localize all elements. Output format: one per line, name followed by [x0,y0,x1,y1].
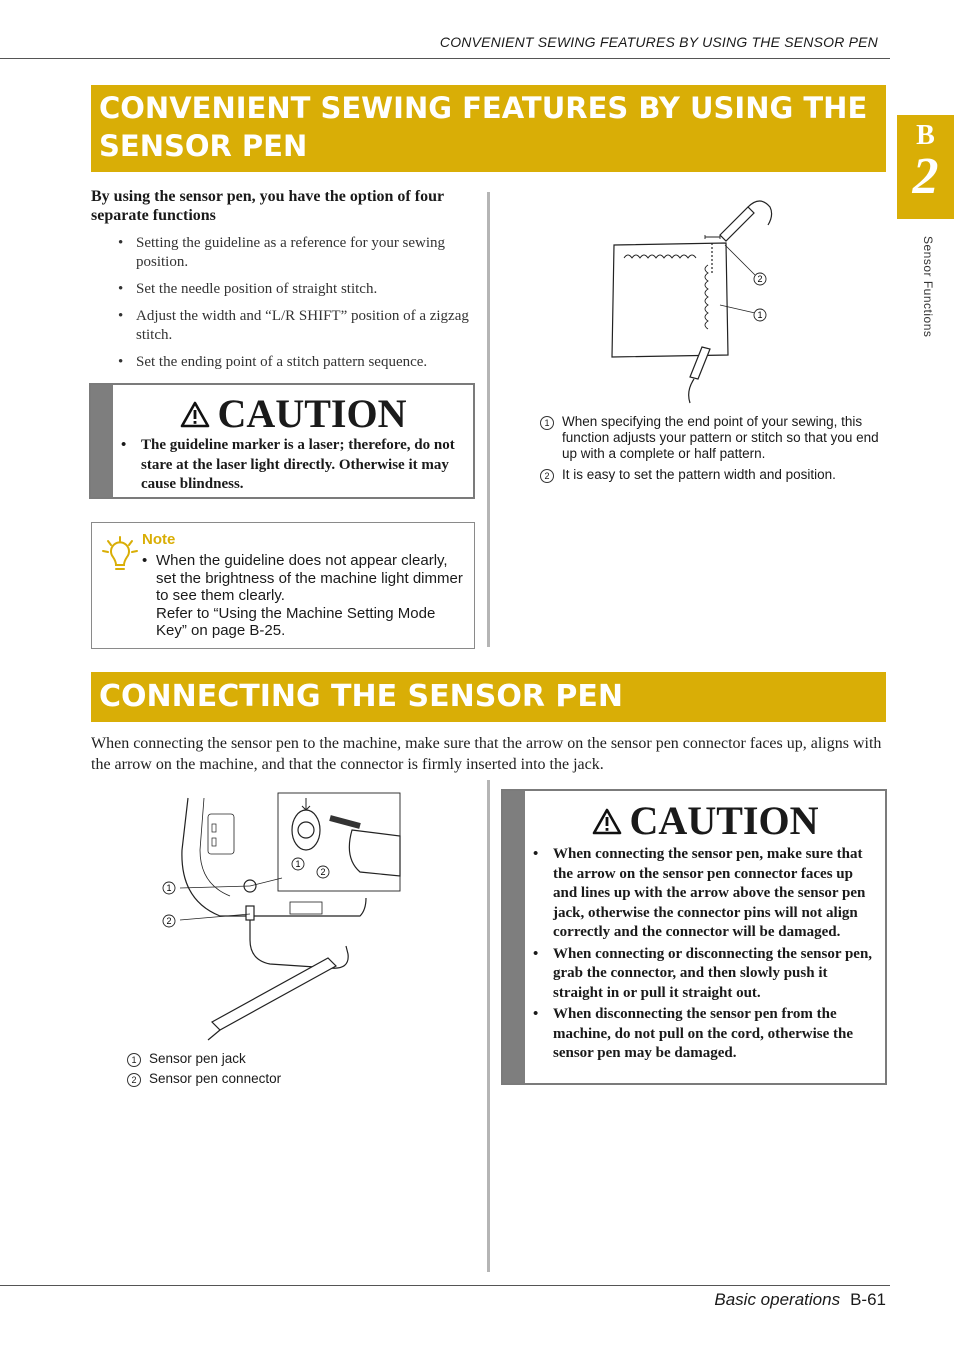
figure1-captions [540,414,886,483]
warning-icon [180,401,210,428]
note-box [91,522,475,649]
caution-stripe [91,385,113,497]
caution-box-laser [89,383,475,499]
caution-items [113,436,473,495]
column-divider-top [487,192,490,647]
column-divider-bottom [487,780,490,1272]
caption-number: 2 [127,1073,141,1087]
callout-2: 2 [166,916,172,926]
caption-number: 1 [540,416,554,430]
note-line-2: Refer to “Using the Machine Setting Mode Key” on page B-25. [156,604,436,639]
lightbulb-icon [100,535,140,579]
chapter-letter: B [916,120,935,151]
callout-1: 1 [757,310,763,320]
list-item: • Adjust the width and “L/R SHIFT” position of a zigzag stitch. [114,307,476,345]
caption-number: 1 [127,1053,141,1067]
warning-icon [592,808,622,835]
page-number: B-61 [850,1290,886,1309]
inset-callout-2: 2 [320,867,326,877]
sensor-pen-connection-illustration [160,790,410,1050]
note-title: Note [142,531,176,548]
header-rule [0,58,890,59]
caution-item: • The guideline marker is a laser; therefore, do not stare at the laser light directly. Otherwise it may cause blindness. [113,436,463,495]
caption-item [540,414,886,462]
caption-item [540,467,886,483]
figure2-captions [127,1051,427,1087]
page-footer [600,1290,886,1310]
running-header: CONVENIENT SEWING FEATURES BY USING THE SENSOR PEN [439,34,878,50]
footer-rule [0,1285,890,1286]
caption-item [127,1051,427,1067]
caution-heading [113,393,473,435]
caution-items [525,845,885,1064]
list-item: • Set the needle position of straight stitch. [114,280,476,299]
caution-title: CAUTION [629,798,819,843]
caption-item [127,1071,427,1087]
caution-item: • When connecting the sensor pen, make sure that the arrow on the sensor pen connector faces up and lines up with the arrow above the sensor pen jack, otherwise the connector pins will not align correctly and the connector will be damaged. [525,845,877,943]
callout-2: 2 [757,274,763,284]
caution-heading [525,800,885,842]
intro-heading: By using the sensor pen, you have the option of four separate functions [91,188,444,224]
caption-text: It is easy to set the pattern width and position. [562,467,836,482]
note-line-1: When the guideline does not appear clearly, set the brightness of the machine light dimmer to see them clearly. [156,552,463,604]
callout-1: 1 [166,883,172,893]
caption-text: When specifying the end point of your sewing, this function adjusts your pattern or stitch so that you end up with a complete or half pattern. [562,414,879,461]
chapter-number: 2 [912,148,939,205]
caption-text: Sensor pen connector [149,1071,282,1086]
chapter-tab [897,115,954,219]
sensor-pen-fabric-illustration [600,195,790,405]
caution-box-connecting [501,789,887,1085]
note-body: • When the guideline does not appear clearly, set the brightness of the machine light dimmer to see them clearly. Refer to “Using the Machine Setting Mode Key” on page B-25. [142,552,463,639]
caution-title: CAUTION [217,391,407,436]
caution-item: • When disconnecting the sensor pen from the machine, do not pull on the cord, otherwise the sensor pen may be damaged. [525,1005,877,1064]
list-item: • Setting the guideline as a reference for your sewing position. [114,234,476,272]
section-title-connecting: CONNECTING THE SENSOR PEN [91,672,886,722]
inset-callout-1: 1 [295,859,301,869]
caption-text: Sensor pen jack [149,1051,246,1066]
caption-number: 2 [540,469,554,483]
list-item: • Set the ending point of a stitch pattern sequence. [114,353,476,372]
feature-list [114,234,476,380]
side-label: Sensor Functions [921,236,935,338]
footer-section: Basic operations [714,1290,841,1309]
caution-stripe [503,791,525,1083]
caution-item: • When connecting or disconnecting the sensor pen, grab the connector, and then slowly push it straight in or pull it straight out. [525,945,877,1004]
section-title-features: CONVENIENT SEWING FEATURES BY USING THE SENSOR PEN [91,85,886,172]
connecting-body-text: When connecting the sensor pen to the machine, make sure that the arrow on the sensor pen connector faces up, aligns with the arrow on the machine, and that the connector is firmly inserted into the jack. [91,735,882,773]
